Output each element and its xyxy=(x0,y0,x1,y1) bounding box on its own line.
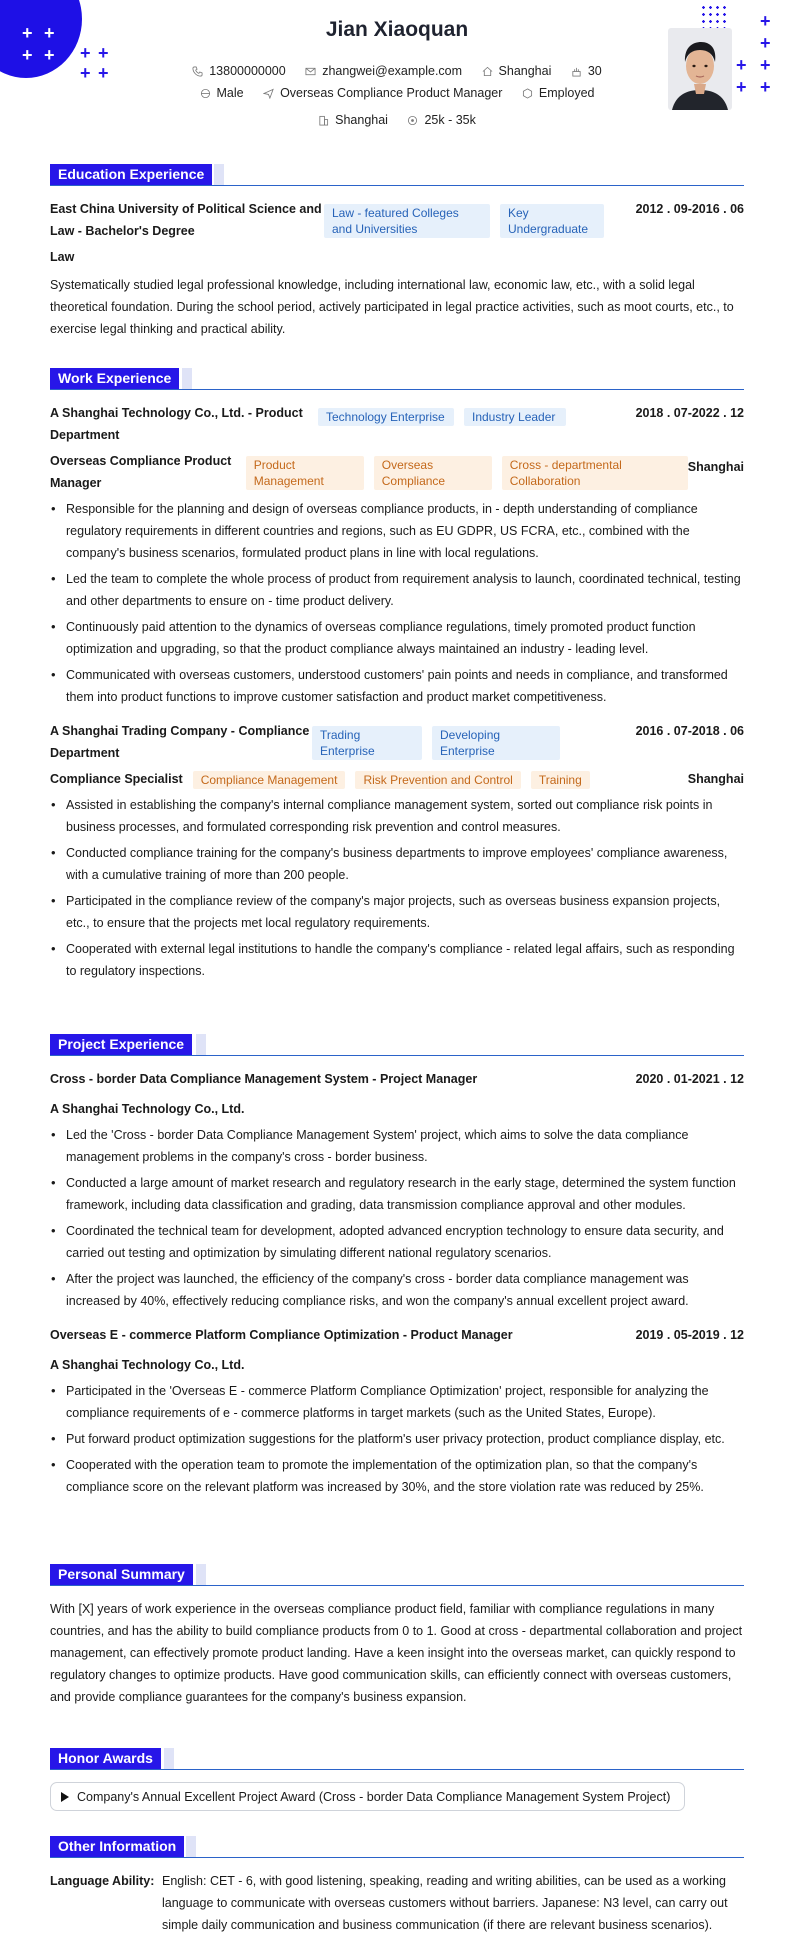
major: Law xyxy=(50,250,75,264)
section-tab-decoration xyxy=(164,1748,174,1769)
status-info xyxy=(522,86,595,100)
section-tab-decoration xyxy=(196,1034,206,1055)
employment-status: Employed xyxy=(538,86,595,100)
skill-tags xyxy=(193,771,590,789)
list-item: • Led the team to complete the whole process of product from requirement analysis to launch, coordinated technical, testing and other departments to ensure on - time product delivery. xyxy=(50,568,744,612)
section-tab-decoration xyxy=(186,1836,196,1857)
list-item: • Cooperated with external legal institutions to handle the company's compliance - related legal affairs, such as responding to regulatory inspections. xyxy=(50,938,744,982)
skill-tags xyxy=(246,456,688,490)
job-role: Overseas Compliance Product Manager xyxy=(50,454,232,490)
work-section xyxy=(50,368,744,982)
awards-section xyxy=(50,1748,744,1811)
plus-decoration-icon: + xyxy=(736,77,747,97)
plus-decoration-icon: + xyxy=(22,45,33,65)
project-entry xyxy=(50,1068,744,1312)
projects-section xyxy=(50,1034,744,1498)
plus-decoration-icon: + xyxy=(98,43,109,63)
section-title: Project Experience xyxy=(50,1034,192,1055)
company-tags xyxy=(318,408,566,426)
school-tags xyxy=(324,204,604,238)
section-tab-decoration xyxy=(182,368,192,389)
section-title: Personal Summary xyxy=(50,1564,193,1585)
school-name: East China University of Political Science and Law - Bachelor's Degree xyxy=(50,202,322,238)
plus-decoration-icon: + xyxy=(736,55,747,75)
tag: Industry Leader xyxy=(464,408,566,426)
project-company: A Shanghai Technology Co., Ltd. xyxy=(50,1358,245,1372)
plus-decoration-icon: + xyxy=(80,63,91,83)
profile-row xyxy=(0,86,794,102)
award-text: Company's Annual Excellent Project Award (Cross - border Data Compliance Management System Project) xyxy=(77,1789,671,1804)
project-name: Cross - border Data Compliance Management System - Project Manager xyxy=(50,1072,478,1086)
home-icon xyxy=(482,66,493,77)
contact-row xyxy=(0,63,794,83)
tag: Product Management xyxy=(246,456,364,490)
plus-decoration-icon: + xyxy=(760,11,771,31)
age-info xyxy=(571,64,602,78)
plus-decoration-icon: + xyxy=(44,23,55,43)
list-item: • Coordinated the technical team for development, adopted advanced encryption technology to ensure data security, and carried out testing and optimization by simulating different national regulatory scenarios. xyxy=(50,1220,744,1264)
target-city: Shanghai xyxy=(335,113,388,127)
tag: Developing Enterprise xyxy=(432,726,560,760)
job-bullets xyxy=(50,794,744,982)
section-header xyxy=(50,368,744,390)
section-title: Work Experience xyxy=(50,368,179,389)
job-bullets xyxy=(50,498,744,708)
tag: Overseas Compliance xyxy=(374,456,492,490)
project-date: 2019 . 05-2019 . 12 xyxy=(635,1328,744,1342)
section-header xyxy=(50,1034,744,1056)
section-tab-decoration xyxy=(196,1564,206,1585)
list-item: • Continuously paid attention to the dynamics of overseas compliance regulations, timely promoted product function optimization and upgrading, so that the product compliance always maintained an industry - leading level. xyxy=(50,616,744,660)
project-company: A Shanghai Technology Co., Ltd. xyxy=(50,1102,245,1116)
list-item: • Led the 'Cross - border Data Compliance Management System' project, which aims to solve the data compliance management problems in the company's cross - border business. xyxy=(50,1124,744,1168)
section-title: Education Experience xyxy=(50,164,212,185)
plus-decoration-icon: + xyxy=(80,43,91,63)
list-item: • Participated in the compliance review of the company's major projects, such as overseas business expansion projects, etc., to ensure that the projects met local regulatory requirements. xyxy=(50,890,744,934)
cake-icon xyxy=(571,66,582,77)
language-ability xyxy=(50,1870,744,1936)
building-icon xyxy=(318,115,329,126)
job-entry xyxy=(50,720,744,982)
plus-decoration-icon: + xyxy=(98,63,109,83)
job-date: 2016 . 07-2018 . 06 xyxy=(635,724,744,738)
tag: Trading Enterprise xyxy=(312,726,422,760)
section-header xyxy=(50,1564,744,1586)
tag: Law - featured Colleges and Universities xyxy=(324,204,490,238)
company-tags xyxy=(312,726,560,760)
education-entry xyxy=(50,198,744,242)
job-entry xyxy=(50,402,744,708)
phone-number: 13800000000 xyxy=(209,64,286,78)
job-location: Shanghai xyxy=(687,460,744,474)
project-bullets xyxy=(50,1124,744,1312)
plus-decoration-icon: + xyxy=(760,33,771,53)
tag: Risk Prevention and Control xyxy=(355,771,520,789)
tag: Key Undergraduate xyxy=(500,204,604,238)
status-icon xyxy=(522,88,533,99)
list-item: • After the project was launched, the efficiency of the company's cross - border data compliance management was increased by 40%, effectively reducing compliance risks, and won the company's annual excellent project award. xyxy=(50,1268,744,1312)
education-date: 2012 . 09-2016 . 06 xyxy=(635,202,744,216)
phone-icon xyxy=(192,66,203,77)
email-info xyxy=(305,64,462,78)
project-name: Overseas E - commerce Platform Compliance Optimization - Product Manager xyxy=(50,1328,513,1342)
list-item: • Assisted in establishing the company's internal compliance management system, sorted out compliance risk points in business processes, and formulated corresponding risk prevention and control measures. xyxy=(50,794,744,838)
target-role-info xyxy=(263,86,502,100)
list-item: • Conducted a large amount of market research and regulatory research in the early stage, determined the system function framework, including data classification and grading, data transmission compliance approval and other modules. xyxy=(50,1172,744,1216)
plus-decoration-icon: + xyxy=(760,77,771,97)
list-item: • Participated in the 'Overseas E - commerce Platform Compliance Optimization' project, responsible for analyzing the compliance requirements of e - commerce platforms in target markets (such as the United States, Europe). xyxy=(50,1380,744,1424)
gender-info xyxy=(200,86,244,100)
job-date: 2018 . 07-2022 . 12 xyxy=(635,406,744,420)
salary-info xyxy=(407,113,475,127)
list-item: • Responsible for the planning and design of overseas compliance products, in - depth understanding of compliance regulatory requirements in different countries and regions, such as EU GDPR, US FCRA, etc., combined with the company's business scenarios, formulated product plans in line with local regulations. xyxy=(50,498,744,564)
summary-text: With [X] years of work experience in the overseas compliance product field, familiar with compliance regulations in many countries, and has the ability to build compliance products from 0 to 1. Good at cross - departmental collaboration and project management, can effectively promote product landing. Have a keen insight into the overseas market, can quickly respond to regulatory changes to optimize products. Have good communication skills, can efficiently connect with overseas customers, and provide compliance guarantees for the company's business expansion. xyxy=(50,1602,743,1704)
company-name: A Shanghai Technology Co., Ltd. - Product Department xyxy=(50,406,303,442)
list-item: • Put forward product optimization suggestions for the platform's user privacy protection, product compliance display, etc. xyxy=(50,1428,744,1450)
company-name: A Shanghai Trading Company - Compliance Department xyxy=(50,724,310,760)
other-info-section xyxy=(50,1836,744,1936)
city-info xyxy=(482,64,552,78)
section-header xyxy=(50,1748,744,1770)
tag: Training xyxy=(531,771,590,789)
section-tab-decoration xyxy=(214,164,224,185)
section-title: Honor Awards xyxy=(50,1748,161,1769)
job-role: Compliance Specialist xyxy=(50,772,183,786)
section-header xyxy=(50,164,744,186)
gender-icon xyxy=(200,88,211,99)
plus-decoration-icon: + xyxy=(44,45,55,65)
tag: Compliance Management xyxy=(193,771,346,789)
job-location: Shanghai xyxy=(687,772,744,786)
plus-decoration-icon: + xyxy=(22,23,33,43)
expectation-row xyxy=(0,113,794,129)
target-role: Overseas Compliance Product Manager xyxy=(280,86,503,100)
section-title: Other Information xyxy=(50,1836,184,1857)
list-item: • Cooperated with the operation team to promote the implementation of the optimization plan, so that the company's compliance score on the relevant platform was increased by 30%, and the store violation rate was reduced by 25%. xyxy=(50,1454,744,1498)
age: 30 xyxy=(587,64,602,78)
list-item: • Communicated with overseas customers, understood customers' pain points and needs in compliance, and transformed them into product functions to improve customer satisfaction and product market competitiveness. xyxy=(50,664,744,708)
tag: Technology Enterprise xyxy=(318,408,454,426)
target-city-info xyxy=(318,113,388,127)
mail-icon xyxy=(305,66,316,77)
salary: 25k - 35k xyxy=(424,113,476,127)
education-section xyxy=(50,164,744,340)
city: Shanghai xyxy=(498,64,552,78)
language-text: English: CET - 6, with good listening, speaking, reading and writing abilities, can be used as a working language to communicate with overseas customers without barriers. Japanese: N3 level, can carry out simple daily communication and business communication (if there are relevant business scenarios). xyxy=(162,1874,728,1932)
email-address: zhangwei@example.com xyxy=(322,64,463,78)
expand-triangle-icon xyxy=(61,1792,69,1802)
project-date: 2020 . 01-2021 . 12 xyxy=(635,1072,744,1086)
candidate-name: Jian Xiaoquan xyxy=(325,18,469,41)
send-icon xyxy=(263,88,274,99)
gender: Male xyxy=(216,86,244,100)
plus-decoration-icon: + xyxy=(760,55,771,75)
section-header xyxy=(50,1836,744,1858)
tag: Cross - departmental Collaboration xyxy=(502,456,688,490)
salary-icon xyxy=(407,115,418,126)
award-item[interactable] xyxy=(50,1782,685,1811)
phone-info xyxy=(192,64,285,78)
summary-section xyxy=(50,1564,744,1708)
project-bullets xyxy=(50,1380,744,1498)
education-description: Systematically studied legal professional knowledge, including international law, economic law, etc., with a solid legal theoretical foundation. During the school period, actively participated in legal practice activities, such as moot courts, etc., to exercise legal thinking and practical ability. xyxy=(50,278,734,336)
language-label: Language Ability: xyxy=(50,1874,155,1888)
list-item: • Conducted compliance training for the company's business departments to improve employees' compliance awareness, with a cumulative training of more than 200 people. xyxy=(50,842,744,886)
project-entry xyxy=(50,1324,744,1498)
